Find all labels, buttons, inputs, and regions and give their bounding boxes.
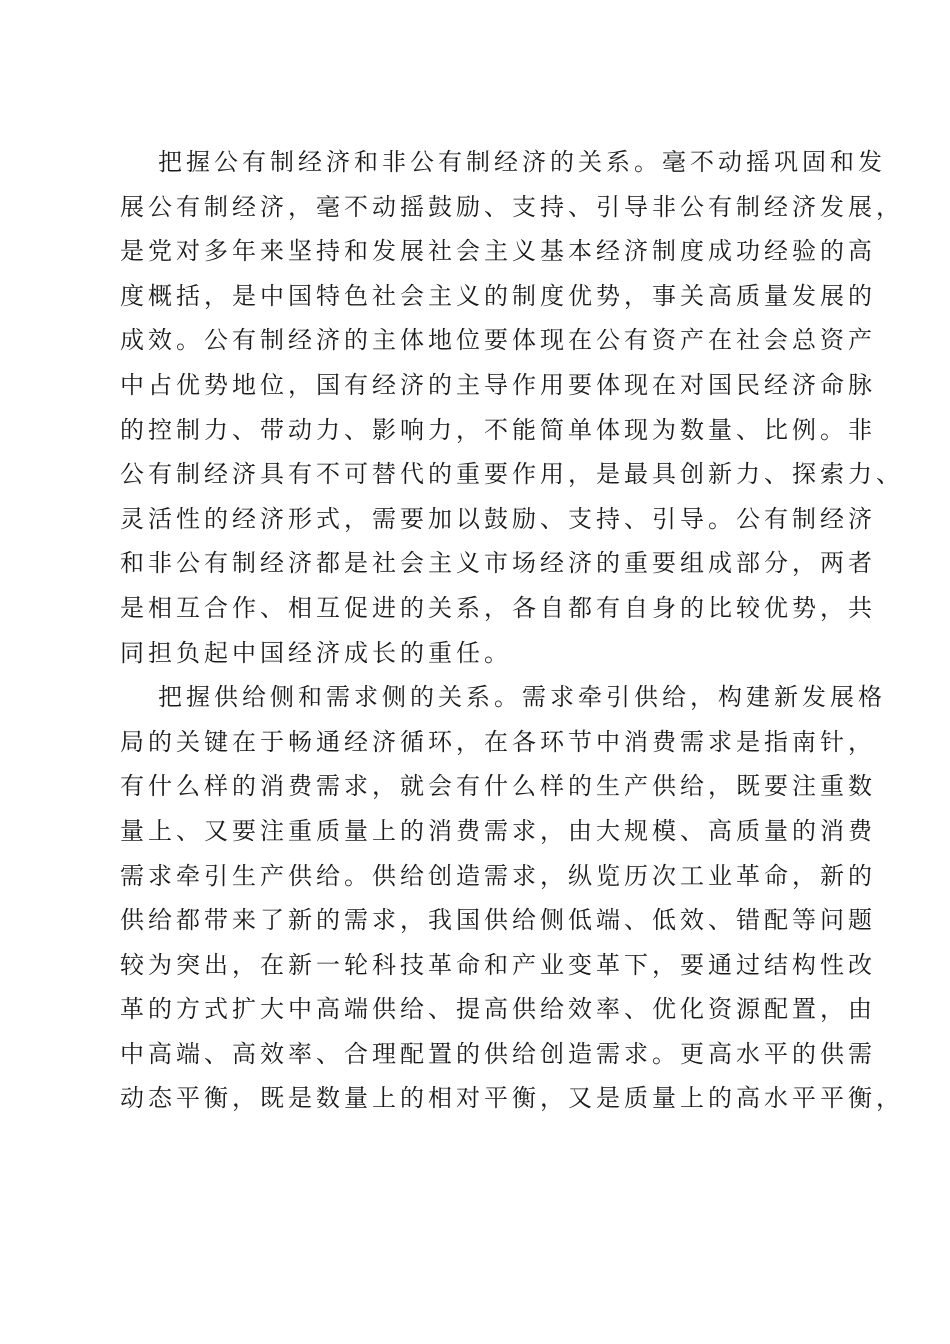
text-line: 和非公有制经济都是社会主义市场经济的重要组成部分，两者 [120, 549, 876, 578]
text-line: 度概括，是中国特色社会主义的制度优势，事关高质量发展的 [120, 281, 876, 310]
body-text [120, 140, 904, 1121]
text-line: 中高端、高效率、合理配置的供给创造需求。更高水平的供需 [120, 1039, 876, 1068]
text-line: 灵活性的经济形式，需要加以鼓励、支持、引导。公有制经济 [120, 504, 876, 533]
text-line: 革的方式扩大中高端供给、提高供给效率、优化资源配置，由 [120, 995, 876, 1024]
text-line: 需求牵引生产供给。供给创造需求，纵览历次工业革命，新的 [120, 861, 876, 890]
text-line: 的控制力、带动力、影响力，不能简单体现为数量、比例。非 [120, 415, 876, 444]
text-line: 量上、又要注重质量上的消费需求，由大规模、高质量的消费 [120, 816, 876, 845]
text-line: 展公有制经济，毫不动摇鼓励、支持、引导非公有制经济发展， [120, 192, 904, 221]
paragraph-supply-demand [120, 675, 904, 1121]
text-line: 有什么样的消费需求，就会有什么样的生产供给，既要注重数 [120, 772, 876, 801]
text-line: 中占优势地位，国有经济的主导作用要体现在对国民经济命脉 [120, 370, 876, 399]
text-line: 动态平衡，既是数量上的相对平衡，又是质量上的高水平平衡， [120, 1084, 904, 1113]
text-line: 是相互合作、相互促进的关系，各自都有自身的比较优势，共 [120, 593, 876, 622]
text-line: 局的关键在于畅通经济循环，在各环节中消费需求是指南针， [120, 727, 876, 756]
text-line: 同担负起中国经济成长的重任。 [120, 638, 512, 667]
text-line: 较为突出，在新一轮科技革命和产业变革下，要通过结构性改 [120, 950, 876, 979]
text-line: 供给都带来了新的需求，我国供给侧低端、低效、错配等问题 [120, 906, 876, 935]
paragraph-ownership [120, 140, 904, 675]
text-line: 把握供给侧和需求侧的关系。需求牵引供给，构建新发展格 [158, 683, 886, 712]
text-line: 是党对多年来坚持和发展社会主义基本经济制度成功经验的高 [120, 237, 876, 266]
text-line: 把握公有制经济和非公有制经济的关系。毫不动摇巩固和发 [158, 148, 886, 176]
text-line: 公有制经济具有不可替代的重要作用，是最具创新力、探索力、 [120, 460, 904, 489]
text-line: 成效。公有制经济的主体地位要体现在公有资产在社会总资产 [120, 326, 876, 355]
